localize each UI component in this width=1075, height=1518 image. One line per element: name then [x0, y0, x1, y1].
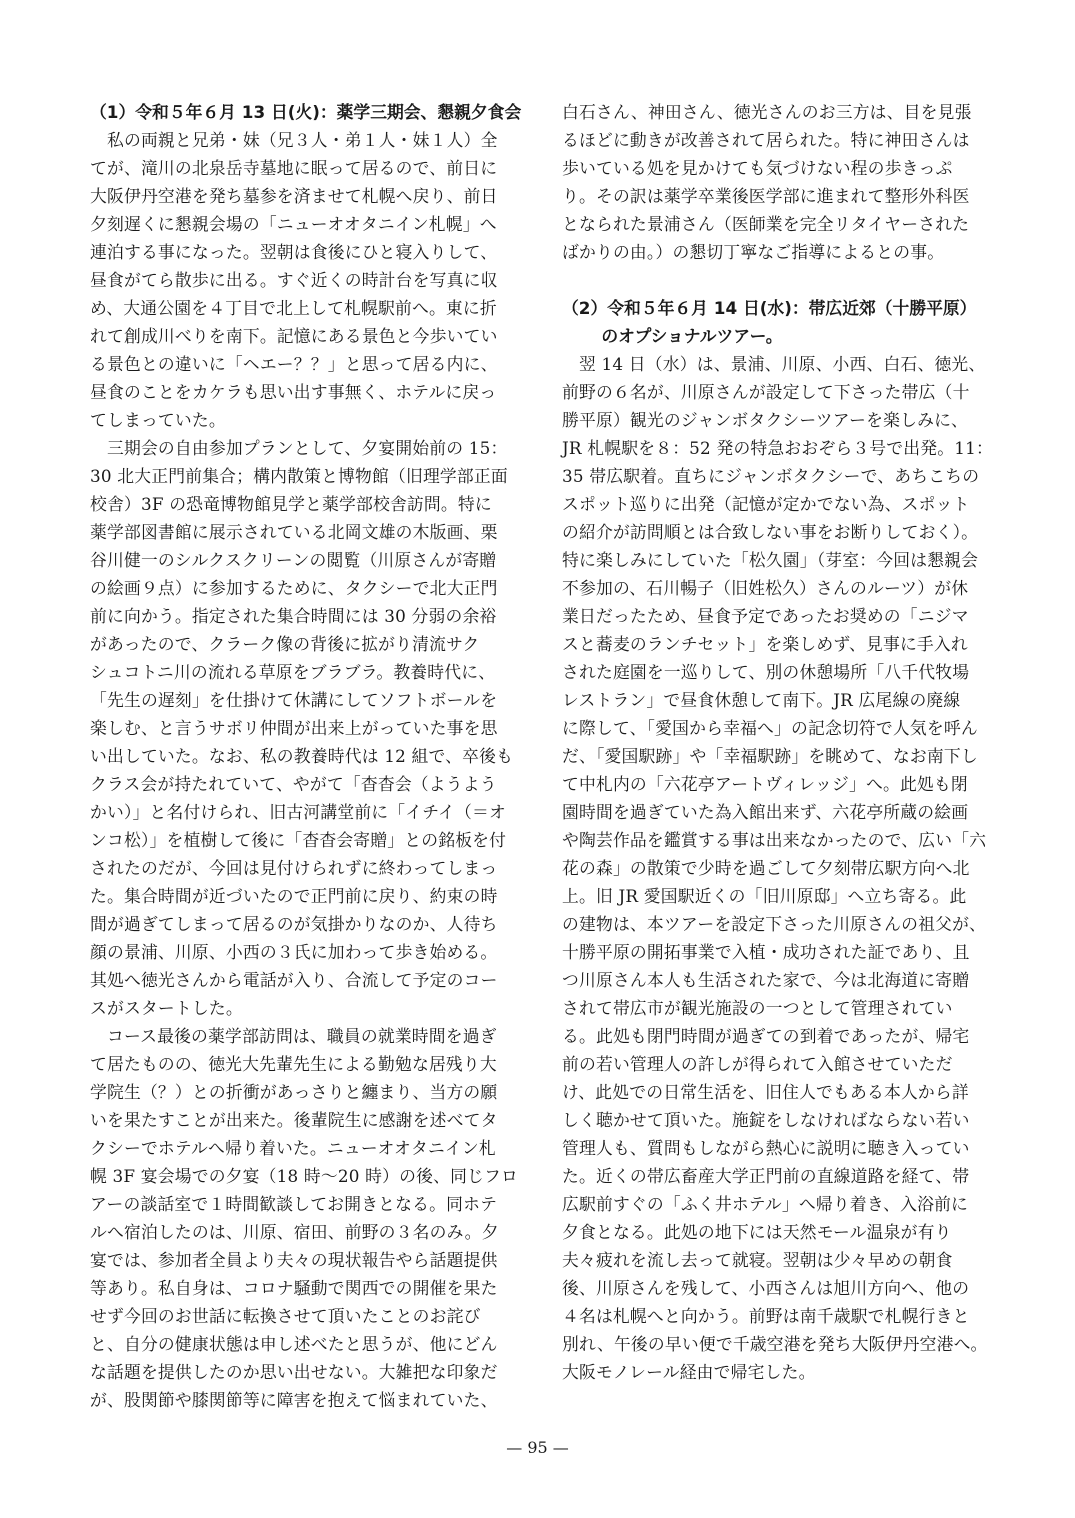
text-line: 楽しむ、と言うサボリ仲間が出来上がっていた事を思 [90, 718, 498, 738]
text-line: シュコトニ川の流れる草原をブラブラ。教養時代に、 [90, 662, 496, 682]
text-line: クシーでホテルへ帰り着いた。ニューオオタニイン札 [90, 1138, 496, 1158]
text-line: だ、「愛国駅跡」や「幸福駅跡」を眺めて、なお南下し [562, 746, 978, 766]
text-line: と、自分の健康状態は申し述べたと思うが、他にどん [90, 1334, 498, 1354]
text-line: や陶芸作品を鑑賞する事は出来なかったので、広い「六 [562, 830, 987, 850]
text-line: ばかりの由。）の懇切丁寧なご指導によるとの事。 [562, 242, 945, 262]
right-column [562, 98, 993, 1386]
text-line: 私の両親と兄弟・妹（兄３人・弟１人・妹１人）全 [90, 130, 498, 150]
page-number: — 95 — [506, 1438, 569, 1457]
text-line: 等あり。私自身は、コロナ騒動で関西での開催を果た [90, 1278, 498, 1298]
text-line: 広駅前すぐの「ふく井ホテル」へ帰り着き、入浴前に [562, 1194, 969, 1214]
text-line: 「先生の遅刻」を仕掛けて休講にしてソフトボールを [90, 690, 498, 710]
text-line: てしまっていた。 [90, 410, 226, 430]
text-line: ４名は札幌へと向かう。前野は南千歳駅で札幌行きと [562, 1306, 970, 1326]
text-line: 前野の６名が、川原さんが設定して下さった帯広（十 [562, 382, 970, 402]
text-line: せず今回のお世話に転換させて頂いたことのお詫び [90, 1306, 481, 1326]
text-line: な話題を提供したのか思い出せない。大雑把な印象だ [90, 1362, 498, 1382]
text-line: 十勝平原の開拓事業で入植・成功された証であり、且 [562, 942, 970, 962]
text-line: 大阪モノレール経由で帰宅した。 [562, 1362, 816, 1382]
text-line: の建物は、本ツアーを設定下さった川原さんの祖父が、 [562, 914, 987, 934]
text-line: れて創成川べりを南下。記憶にある景色と今歩いてい [90, 326, 498, 346]
text-line: 昼食がてら散歩に出る。すぐ近くの時計台を写真に収 [90, 270, 498, 290]
text-line: 校舎）3F の恐竜博物館見学と薬学部校舎訪問。特に [90, 494, 492, 514]
section-heading: （2）令和５年６月 14 日(水)：帯広近郊（十勝平原） [562, 298, 977, 318]
text-line: されたのだが、今回は見付けられずに終わってしまっ [90, 858, 498, 878]
text-line: された庭園を一巡りして、別の休憩場所「八千代牧場 [562, 662, 970, 682]
section-heading: のオプショナルツアー。 [562, 326, 783, 346]
text-line: 勝平原）観光のジャンボタクシーツアーを楽しみに、 [562, 410, 969, 430]
text-line: 30 北大正門前集合；構内散策と博物館（旧理学部正面 [90, 466, 508, 486]
text-line: 幌 3F 宴会場での夕宴（18 時～20 時）の後、同じフロ [90, 1166, 518, 1186]
text-line: ルへ宿泊したのは、川原、宿田、前野の３名のみ。夕 [90, 1222, 499, 1242]
text-line: 歩いている処を見かけても気づけない程の歩きっぷ [562, 158, 953, 178]
paragraph-gap [562, 266, 990, 294]
text-line: JR 札幌駅を８：52 発の特急おおぞら３号で出発。11： [562, 438, 993, 458]
text-line: 昼食のことをカケラも思い出す事無く、ホテルに戻っ [90, 382, 497, 402]
text-line: 後、川原さんを残して、小西さんは旭川方向へ、他の [562, 1278, 970, 1298]
text-line: が、股関節や膝関節等に障害を抱えて悩まれていた、 [90, 1390, 498, 1410]
text-line: 特に楽しみにしていた「松久園」（芽室：今回は懇親会 [562, 550, 979, 570]
text-line: 業日だったため、昼食予定であったお奨めの「ニジマ [562, 606, 969, 626]
text-line: 不参加の、石川暢子（旧姓松久）さんのルーツ）が休 [562, 578, 969, 598]
text-line: てが、滝川の北泉岳寺墓地に眠って居るので、前日に [90, 158, 498, 178]
text-line: 夕食となる。此処の地下には天然モール温泉が有り [562, 1222, 952, 1242]
text-line: 其処へ徳光さんから電話が入り、合流して予定のコー [90, 970, 498, 990]
text-line: に際して、「愛国から幸福へ」の記念切符で人気を呼ん [562, 718, 978, 738]
text-line: 谷川健一のシルクスクリーンの閲覧（川原さんが寄贈 [90, 550, 497, 570]
text-line: るほどに動きが改善されて居られた。特に神田さんは [562, 130, 970, 150]
text-line: 薬学部図書館に展示されている北岡文雄の木版画、栗 [90, 522, 498, 542]
text-line: て居たものの、徳光大先輩先生による勤勉な居残り大 [90, 1054, 497, 1074]
text-line: 学院生（？）との折衝があっさりと纏まり、当方の願 [90, 1082, 498, 1102]
text-line: があったので、クラーク像の背後に拡がり清流サク [90, 634, 480, 654]
text-line: スポット巡りに出発（記憶が定かでない為、スポット [562, 494, 970, 514]
text-line: 前に向かう。指定された集合時間には 30 分弱の余裕 [90, 606, 497, 626]
text-line: の絵画９点）に参加するために、タクシーで北大正門 [90, 578, 498, 598]
text-line: り。その訳は薬学卒業後医学部に進まれて整形外科医 [562, 186, 970, 206]
text-line: け、此処での日常生活を、旧住人でもある本人から詳 [562, 1082, 969, 1102]
text-line: つ川原さん本人も生活された家で、今は北海道に寄贈 [562, 970, 970, 990]
text-line: 花の森」の散策で少時を過ごして夕刻帯広駅方向へ北 [562, 858, 970, 878]
text-line: 管理人も、質問もしながら熱心に説明に聴き入ってい [562, 1138, 970, 1158]
text-line: されて帯広市が観光施設の一つとして管理されてい [562, 998, 953, 1018]
text-line: て中札内の「六花亭アートヴィレッジ」へ。此処も閉 [562, 774, 968, 794]
text-line: 連泊する事になった。翌朝は食後にひと寝入りして、 [90, 242, 498, 262]
text-line: クラス会が持たれていて、やがて「杳杳会（ようよう [90, 774, 497, 794]
text-line: 上。旧 JR 愛国駅近くの「旧川原邸」へ立ち寄る。此 [562, 886, 967, 906]
text-line: いを果たすことが出来た。後輩院生に感謝を述べてタ [90, 1110, 498, 1130]
text-line: レストラン」で昼食休憩して南下。JR 広尾線の廃線 [562, 690, 961, 710]
text-line: め、大通公園を４丁目で北上して札幌駅前へ。東に折 [90, 298, 497, 318]
section-heading: （1）令和５年６月 13 日(火)：薬学三期会、懇親夕食会 [90, 102, 522, 122]
text-line: 夫々疲れを流し去って就寝。翌朝は少々早めの朝食 [562, 1250, 953, 1270]
text-line: 園時間を過ぎていた為入館出来ず、六花亭所蔵の絵画 [562, 802, 969, 822]
text-line: アーの談話室で１時間歓談してお開きとなる。同ホテ [90, 1194, 498, 1214]
text-line: しく聴かせて頂いた。施錠をしなければならない若い [562, 1110, 970, 1130]
text-line: の紹介が訪問順とは合致しない事をお断りしておく）。 [562, 522, 979, 542]
text-line: ンコ松）」を植樹して後に「杳杳会寄贈」との銘板を付 [90, 830, 507, 850]
text-line: 別れ、午後の早い便で千歳空港を発ち大阪伊丹空港へ。 [562, 1334, 988, 1354]
left-column [90, 98, 522, 1414]
text-line: 三期会の自由参加プランとして、夕宴開始前の 15： [90, 438, 508, 458]
text-line: 翌 14 日（水）は、景浦、川原、小西、白石、徳光、 [562, 354, 986, 374]
text-line: 前の若い管理人の許しが得られて入館させていただ [562, 1054, 953, 1074]
text-line: い出していた。なお、私の教養時代は 12 組で、卒後も [90, 746, 514, 766]
text-line: かい）」と名付けられ、旧古河講堂前に「イチイ（＝オ [90, 802, 506, 822]
text-line: コース最後の薬学部訪問は、職員の就業時間を過ぎ [90, 1026, 497, 1046]
text-line: る。此処も閉門時間が過ぎての到着であったが、帰宅 [562, 1026, 970, 1046]
text-line: 35 帯広駅着。直ちにジャンボタクシーで、あちこちの [562, 466, 980, 486]
text-line: 顔の景浦、川原、小西の３氏に加わって歩き始める。 [90, 942, 498, 962]
text-line: 間が過ぎてしまって居るのが気掛かりなのか、人待ち [90, 914, 498, 934]
text-line: スがスタートした。 [90, 998, 243, 1018]
text-line: 大阪伊丹空港を発ち墓参を済ませて札幌へ戻り、前日 [90, 186, 498, 206]
text-line: た。近くの帯広畜産大学正門前の直線道路を経て、帯 [562, 1166, 970, 1186]
text-line: 宴では、参加者全員より夫々の現状報告やら話題提供 [90, 1250, 498, 1270]
text-line: 白石さん、神田さん、徳光さんのお三方は、目を見張 [562, 102, 972, 122]
text-line: る景色との違いに「ヘエー？？」と思って居る内に、 [90, 354, 498, 374]
text-line: となられた景浦さん（医師業を完全リタイヤーされた [562, 214, 970, 234]
text-line: 夕刻遅くに懇親会場の「ニューオオタニイン札幌」へ [90, 214, 497, 234]
text-line: た。集合時間が近づいたので正門前に戻り、約束の時 [90, 886, 498, 906]
text-line: スと蕎麦のランチセット」を楽しめず、見事に手入れ [562, 634, 968, 654]
